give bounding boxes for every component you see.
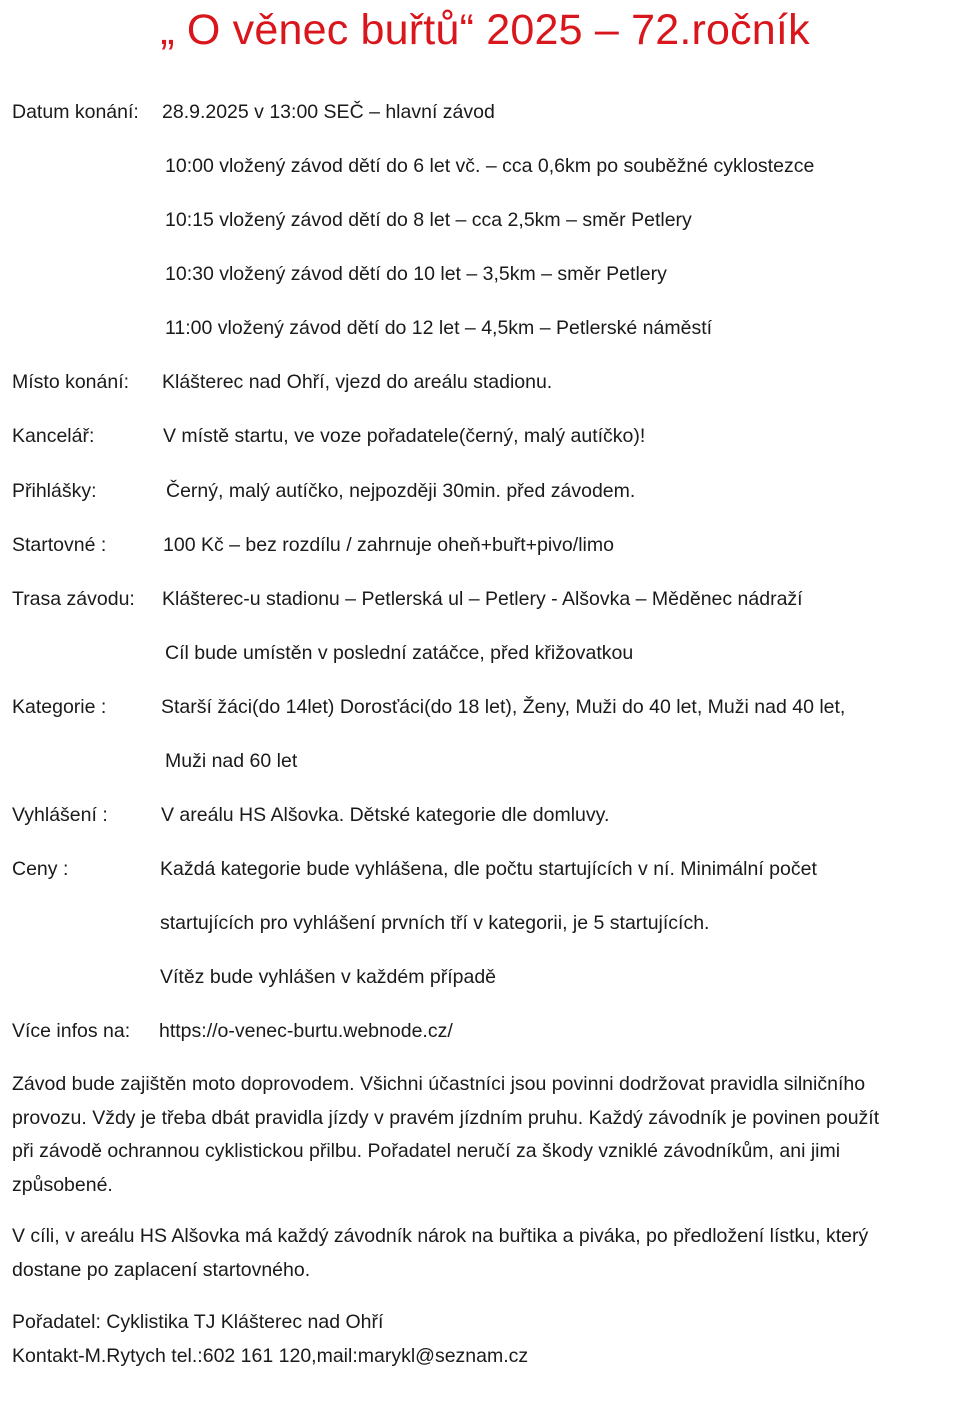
field-value: Černý, malý autíčko, nejpozději 30min. před závodem.: [166, 480, 636, 502]
paragraph-line: při závodě ochrannou cyklistickou přilbu. Pořadatel neručí za škody vzniklé závodníkům, ani jimi: [12, 1140, 841, 1162]
field-value: V místě startu, ve voze pořadatele(černý, malý autíčko)!: [163, 425, 646, 447]
field-value: Každá kategorie bude vyhlášena, dle počtu startujících v ní. Minimální počet: [160, 858, 817, 880]
paragraph-line: V cíli, v areálu HS Alšovka má každý závodník nárok na buřtika a piváka, po předložení lístku, který: [12, 1225, 869, 1247]
field-label: Místo konání:: [12, 371, 130, 393]
field-value: Vítěz bude vyhlášen v každém případě: [160, 966, 497, 988]
paragraph-line: způsobené.: [12, 1173, 113, 1196]
field-value: startujících pro vyhlášení prvních tří v kategorii, je 5 startujících.: [160, 912, 710, 934]
field-value: Klášterec nad Ohří, vjezd do areálu stadionu.: [162, 371, 553, 393]
field-value: Klášterec-u stadionu – Petlerská ul – Petlery - Alšovka – Měděnec nádraží: [162, 588, 803, 610]
field-value: Cíl bude umístěn v poslední zatáčce, před křižovatkou: [165, 642, 634, 664]
contact-line[interactable]: Kontakt-M.Rytych tel.:602 161 120,mail:marykl@seznam.cz: [12, 1344, 529, 1367]
field-label: Přihlášky:: [12, 480, 97, 502]
schedule-text: 11:00 vložený závod dětí do 12 let – 4,5km – Petlerské náměstí: [165, 317, 713, 339]
contact-block: [12, 1306, 962, 1373]
field-label: Vyhlášení :: [12, 804, 108, 826]
field-label: Startovné :: [12, 534, 107, 556]
field-value: 100 Kč – bez rozdílu / zahrnuje oheň+buřt+pivo/limo: [163, 534, 614, 556]
field-value: Muži nad 60 let: [165, 750, 298, 772]
finish-paragraph: [12, 1220, 962, 1287]
field-label: Trasa závodu:: [12, 588, 135, 610]
page-title: „ O věnec buřtů“ 2025 – 72.ročník: [160, 6, 810, 54]
field-label: Více infos na:: [12, 1020, 131, 1042]
paragraph-line: Závod bude zajištěn moto doprovodem. Všichni účastníci jsou povinni dodržovat pravidla silničního: [12, 1073, 866, 1095]
schedule-text: 10:30 vložený závod dětí do 10 let – 3,5km – směr Petlery: [165, 263, 667, 285]
schedule-text: 10:15 vložený závod dětí do 8 let – cca 2,5km – směr Petlery: [165, 209, 692, 231]
field-value: V areálu HS Alšovka. Dětské kategorie dle domluvy.: [161, 804, 610, 826]
field-value: 28.9.2025 v 13:00 SEČ – hlavní závod: [162, 101, 495, 123]
field-label: Kancelář:: [12, 425, 95, 447]
paragraph-line: dostane po zaplacení startovného.: [12, 1258, 311, 1281]
field-value: Starší žáci(do 14let) Dorosťáci(do 18 let), Ženy, Muži do 40 let, Muži nad 40 let,: [161, 696, 846, 718]
organizer-line: Pořadatel: Cyklistika TJ Klášterec nad Ohří: [12, 1311, 384, 1333]
field-label: Kategorie :: [12, 696, 107, 718]
schedule-text: 10:00 vložený závod dětí do 6 let vč. – cca 0,6km po souběžné cyklostezce: [165, 155, 815, 177]
paragraph-line: provozu. Vždy je třeba dbát pravidla jízdy v pravém jízdním pruhu. Každý závodník je povinen použít: [12, 1106, 880, 1129]
website-link[interactable]: https://o-venec-burtu.webnode.cz/: [159, 1020, 453, 1042]
field-label: Datum konání:: [12, 101, 139, 123]
field-label: Ceny :: [12, 858, 69, 880]
safety-paragraph: [12, 1068, 962, 1202]
